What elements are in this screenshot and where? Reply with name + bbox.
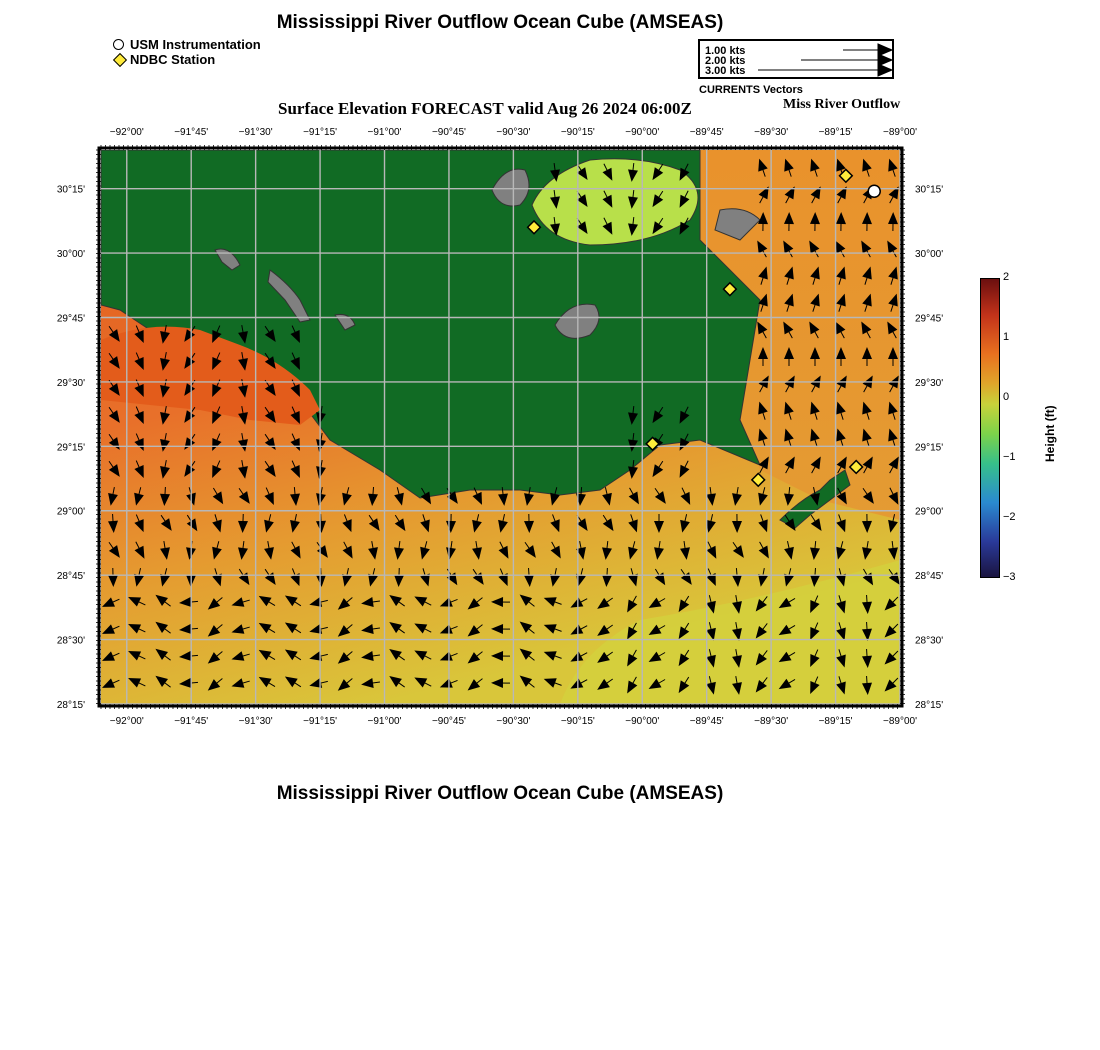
lon-tick-label: −90°15' bbox=[560, 127, 595, 138]
lon-tick-label: −92°00' bbox=[109, 127, 144, 138]
lon-tick-label: −92°00' bbox=[109, 716, 144, 727]
colorbar-tick: −2 bbox=[1003, 511, 1016, 523]
lat-tick-label: 30°00' bbox=[56, 249, 85, 261]
lon-tick-label: −91°15' bbox=[303, 127, 338, 138]
lon-tick-label: −91°45' bbox=[174, 716, 209, 727]
legend-ndbc-label: NDBC Station bbox=[130, 52, 216, 67]
vector-key-label-1: 1.00 kts bbox=[705, 45, 746, 57]
lat-tick-label: 29°00' bbox=[915, 506, 944, 518]
bottom-title: Mississippi River Outflow Ocean Cube (AMSEAS) bbox=[276, 783, 724, 804]
lat-tick-label: 30°00' bbox=[915, 249, 944, 261]
lat-tick-label: 29°30' bbox=[56, 377, 85, 389]
vector-key-label-3: 3.00 kts bbox=[705, 65, 746, 77]
lon-tick-label: −91°15' bbox=[303, 716, 338, 727]
lat-tick-label: 28°45' bbox=[915, 571, 944, 583]
usm-station-marker bbox=[868, 185, 880, 197]
lat-tick-label: 29°45' bbox=[56, 313, 85, 325]
colorbar-label: Height (ft) bbox=[1043, 405, 1057, 462]
lon-tick-label: −89°15' bbox=[818, 716, 853, 727]
colorbar-tick: −1 bbox=[1003, 451, 1016, 463]
lon-tick-label: −89°15' bbox=[818, 127, 853, 138]
lon-tick-label: −91°00' bbox=[367, 716, 402, 727]
lat-tick-label: 28°45' bbox=[56, 571, 85, 583]
lon-tick-label: −90°15' bbox=[560, 716, 595, 727]
lon-tick-label: −90°00' bbox=[625, 716, 660, 727]
lon-tick-label: −90°30' bbox=[496, 127, 531, 138]
vector-key-label-2: 2.00 kts bbox=[705, 55, 746, 67]
lat-tick-label: 28°30' bbox=[56, 635, 85, 647]
lon-tick-label: −91°30' bbox=[238, 127, 273, 138]
lon-tick-label: −90°30' bbox=[496, 716, 531, 727]
lat-tick-label: 29°45' bbox=[915, 313, 944, 325]
lon-tick-label: −89°00' bbox=[883, 716, 917, 727]
region-label: Miss River Outflow bbox=[783, 97, 901, 112]
lat-tick-label: 29°00' bbox=[56, 506, 85, 518]
lat-tick-label: 28°30' bbox=[915, 635, 944, 647]
lon-tick-label: −90°00' bbox=[625, 127, 660, 138]
colorbar-tick: 2 bbox=[1003, 271, 1010, 283]
colorbar bbox=[980, 278, 1000, 578]
lon-tick-label: −91°30' bbox=[238, 716, 273, 727]
lon-tick-label: −91°45' bbox=[174, 127, 209, 138]
lat-tick-label: 30°15' bbox=[915, 184, 944, 196]
lat-tick-label: 30°15' bbox=[56, 184, 85, 196]
lon-tick-label: −89°45' bbox=[689, 127, 724, 138]
lon-tick-label: −90°45' bbox=[431, 716, 466, 727]
legend-usm-label: USM Instrumentation bbox=[130, 37, 261, 52]
colorbar-tick: 1 bbox=[1003, 331, 1010, 343]
colorbar-tick: −3 bbox=[1003, 571, 1016, 583]
lon-tick-label: −91°00' bbox=[367, 127, 402, 138]
lat-tick-label: 28°15' bbox=[915, 700, 944, 711]
lat-tick-label: 28°15' bbox=[56, 700, 85, 711]
colorbar-tick: 0 bbox=[1003, 391, 1010, 403]
vector-key-caption: CURRENTS Vectors bbox=[699, 84, 803, 96]
lon-tick-label: −89°30' bbox=[754, 716, 789, 727]
lon-tick-label: −89°45' bbox=[689, 716, 724, 727]
lon-tick-label: −89°00' bbox=[883, 127, 917, 138]
lon-tick-label: −89°30' bbox=[754, 127, 789, 138]
lon-tick-label: −90°45' bbox=[431, 127, 466, 138]
lat-tick-label: 29°30' bbox=[915, 377, 944, 389]
page-title: Mississippi River Outflow Ocean Cube (AMSEAS) bbox=[276, 12, 724, 33]
map-subtitle: Surface Elevation FORECAST valid Aug 26 2024 06:00Z bbox=[278, 99, 692, 118]
lat-tick-label: 29°15' bbox=[915, 442, 944, 454]
lat-tick-label: 29°15' bbox=[56, 442, 85, 454]
